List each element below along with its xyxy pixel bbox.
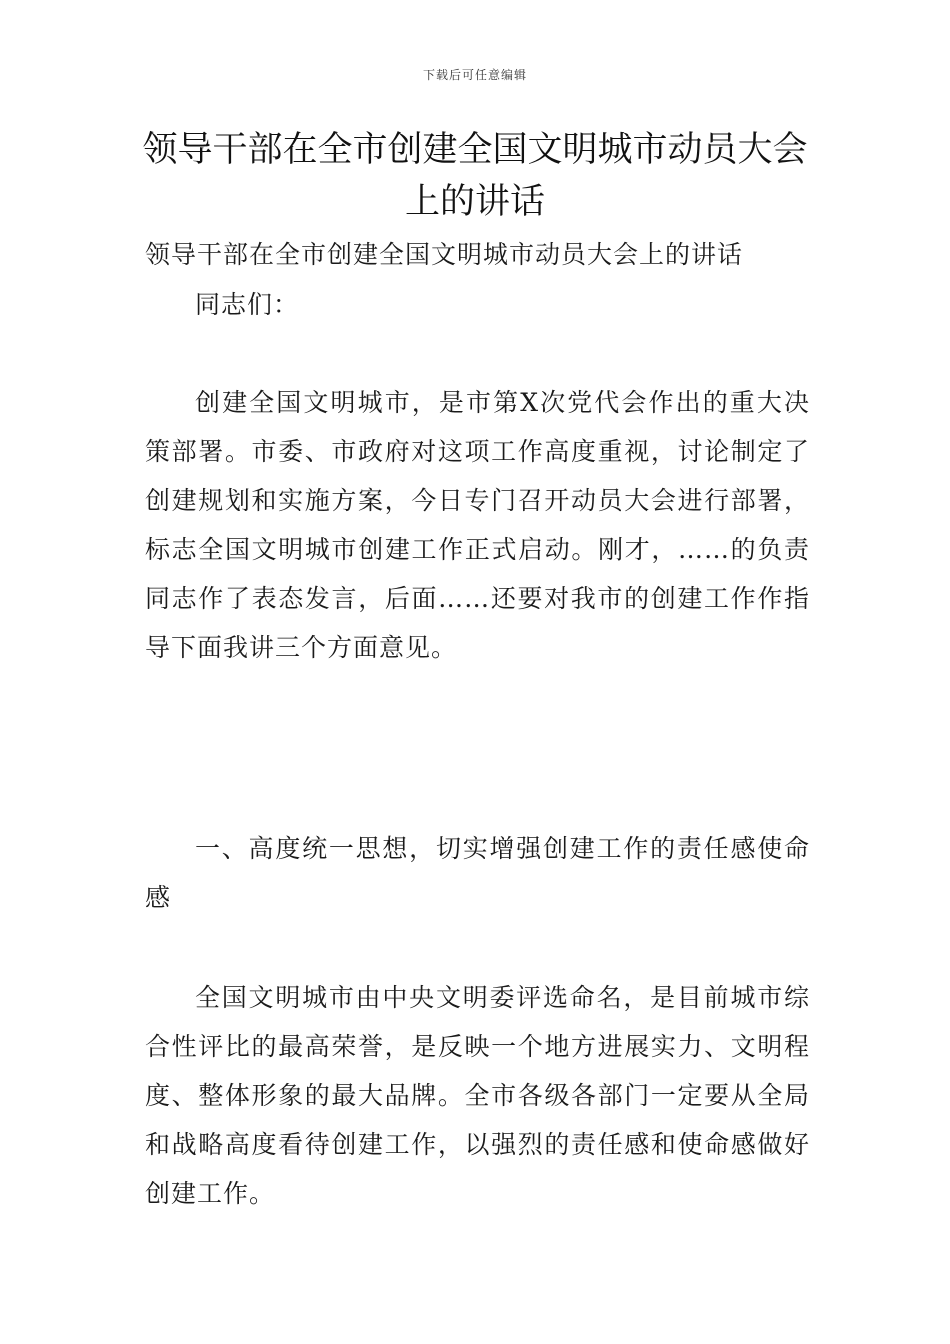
paragraph-section-1: 全国文明城市由中央文明委评选命名，是目前城市综合性评比的最高荣誉，是反映一个地方进展实力、文明程度、整体形象的最大品牌。全市各级各部门一定要从全局和战略高度看待创建工作，以强烈的责任感和使命感做好创建工作。 bbox=[145, 983, 810, 1208]
header-note: 下载后可任意编辑 bbox=[422, 68, 527, 82]
document-title: 领导干部在全市创建全国文明城市动员大会上的讲话 bbox=[142, 130, 808, 222]
salutation: 同志们： bbox=[195, 290, 300, 319]
paragraph-intro: 创建全国文明城市，是市第X次党代会作出的重大决策部署。市委、市政府对这项工作高度重视，讨论制定了创建规划和实施方案，今日专门召开动员大会进行部署，标志全国文明城市创建工作正式启动。刚才，……的负责同志作了表态发言，后面……还要对我市的创建工作作指导下面我讲三个方面意见。 bbox=[145, 388, 810, 662]
document-subtitle: 领导干部在全市创建全国文明城市动员大会上的讲话 bbox=[145, 240, 744, 269]
section-heading-1: 一、高度统一思想，切实增强创建工作的责任感使命感 bbox=[145, 834, 810, 912]
